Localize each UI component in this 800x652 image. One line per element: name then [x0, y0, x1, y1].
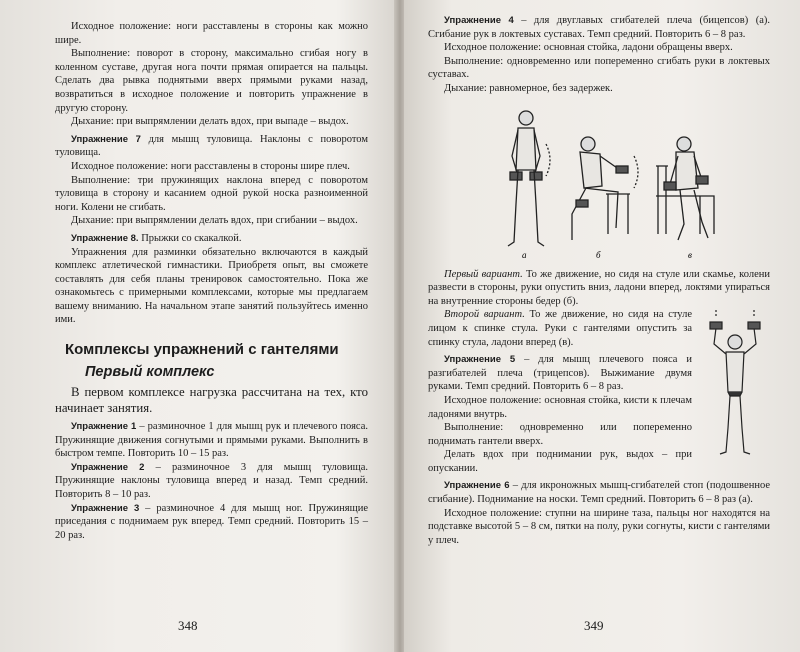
exercise-8 — [55, 232, 368, 246]
biceps-curl-figures — [488, 104, 748, 262]
exercise-title: Упражнение 8. — [71, 232, 139, 244]
exercise-2 — [55, 461, 368, 502]
exercise-6 — [428, 479, 770, 506]
exercise-text: – для мышц плечевого пояса и разгибателей плеча (трицепсов). Выжимание двумя руками. Темп средний. Повторить 6 – 8 раз. — [428, 354, 692, 393]
exercise-text: – для двуглавых сгибателей плеча (бицепсов) (а). Сгибание рук в локтевых суставах. Темп средний. Повторить 6 – 8 раз. — [428, 15, 770, 40]
right-page — [404, 0, 800, 652]
exercise-3 — [55, 502, 368, 543]
subsection-title: Первый комплекс — [85, 364, 215, 381]
exercise-title: Упражнение 4 — [444, 15, 514, 26]
exercise-text: Прыжки со скакалкой. — [138, 232, 242, 244]
fig-label-a: а — [522, 249, 527, 260]
exercise-4 — [428, 14, 770, 41]
exercise-text: – разминочное 3 для мышц туловища. Пружинящие наклоны туловища вперед и назад. Темп средний. Повторить 8 – 10 раз. — [55, 461, 368, 501]
paragraph: Упражнения для разминки обязательно включаются в каждый комплекс атлетической гимнастики. Приобретя опыт, вы сможете составлять для себя планы тренировок самостоятельно. Пока же ознакомьтесь с примерными комплексами, которые мы предлагаем вашему вниманию. На начальном этапе занятий пользуйтесь именно ими. — [55, 246, 368, 326]
variant-text: То же движение, но сидя на стуле или скамье, колени развести в стороны, руки опустить вниз, ладони вперед, локтями упираться на внутренние стороны бедер (б). — [428, 268, 770, 307]
variant-1 — [428, 268, 770, 309]
exercise-4-illustration — [428, 104, 770, 262]
paragraph: Дыхание: при выпрямлении делать вдох, при выпаде – выдох. — [71, 116, 349, 128]
paragraph: Делать вдох при поднимании рук, выдох – при опускании. — [428, 449, 692, 474]
paragraph: Исходное положение: ступни на ширине таза, пальцы ног находятся на подставке высотой 5 – 8 см, пятки на полу, руки согнуты, кисти с гантелями у плеч. — [428, 507, 770, 546]
paragraph: Исходное положение: ноги расставлены в стороны как можно шире. — [55, 21, 368, 46]
paragraph: Выполнение: одновременно или попеременно сгибать руки в локтевых суставах. — [428, 55, 770, 81]
exercise-title: Упражнение 2 — [71, 461, 145, 473]
figure-seated-forward — [572, 137, 638, 240]
exercise-1 — [55, 420, 368, 461]
paragraph: Выполнение: три пружинящих наклона вперед с поворотом туловища в сторону и касанием одной рукой носка разноименной ноги. Колени не сгибать. — [55, 174, 368, 213]
fig-label-c: в — [688, 249, 692, 260]
exercise-title: Упражнение 6 — [444, 480, 510, 492]
paragraph: Исходное положение: ноги расставлены в стороны шире плеч. — [71, 160, 350, 172]
exercise-title: Упражнение 3 — [71, 502, 140, 514]
exercise-title: Упражнение 7 — [71, 133, 141, 145]
variant-text: То же движение, но сидя на стуле лицом к спинке стула. Руки с гантелями опустить за спинку стула, ладони вперед (в). — [428, 309, 692, 348]
paragraph: Выполнение: поворот в сторону, максимально сгибая ногу в коленном суставе, другая нога почти прямая опирается на пальцы. Сделать два рывка поднятыми вверх прямыми руками назад, возвратиться в исходное положение и повторить упражнение в другую сторону. — [55, 48, 368, 114]
figure-standing — [508, 111, 550, 246]
section-title: Комплексы упражнений с гантелями — [65, 341, 339, 359]
left-page — [0, 0, 396, 652]
exercise-text: – разминочное 1 для мышц рук и плечевого пояса. Пружинящие движения согнутыми и прямыми руками. Выполнить в быстром темпе. Повторить 10 – 15 раз. — [55, 421, 368, 460]
paragraph: Дыхание: равномерное, без задержек. — [444, 82, 613, 94]
page-number: 348 — [178, 618, 198, 633]
exercise-text: – для икроножных мышц-сгибателей стоп (подошвенное сгибание). Поднимание на носки. Темп средний. Повторить 6 – 8 раз (а). — [428, 480, 770, 506]
figure-seated-chair — [656, 137, 714, 240]
page-number: 349 — [584, 618, 604, 633]
fig-label-b: б — [596, 249, 601, 260]
intro-paragraph: В первом комплексе нагрузка рассчитана на тех, кто начинает занятия. — [55, 385, 368, 416]
variant-label: Первый вариант. — [444, 268, 523, 280]
paragraph: Выполнение: одновременно или попеременно поднимать гантели вверх. — [428, 422, 692, 447]
paragraph: Исходное положение: основная стойка, ладони обращены вверх. — [444, 42, 733, 54]
exercise-title: Упражнение 5 — [444, 354, 516, 366]
exercise-7 — [55, 133, 368, 160]
paragraph: Исходное положение: основная стойка, кисти к плечам ладонями внутрь. — [428, 394, 692, 420]
variant-label: Второй вариант. — [444, 309, 525, 321]
exercise-text: – разминочное 4 для мышц ног. Пружинящие приседания с поднимаем рук вперед. Темп средний. Повторить 15 – 20 раз. — [55, 502, 368, 541]
exercise-title: Упражнение 1 — [71, 421, 137, 433]
overhead-press-figure — [700, 308, 770, 458]
paragraph: Дыхание: при выпрямлении делать вдох, при сгибании – выдох. — [71, 215, 358, 227]
exercise-text: для мышц туловища. Наклоны с поворотом туловища. — [55, 133, 368, 159]
